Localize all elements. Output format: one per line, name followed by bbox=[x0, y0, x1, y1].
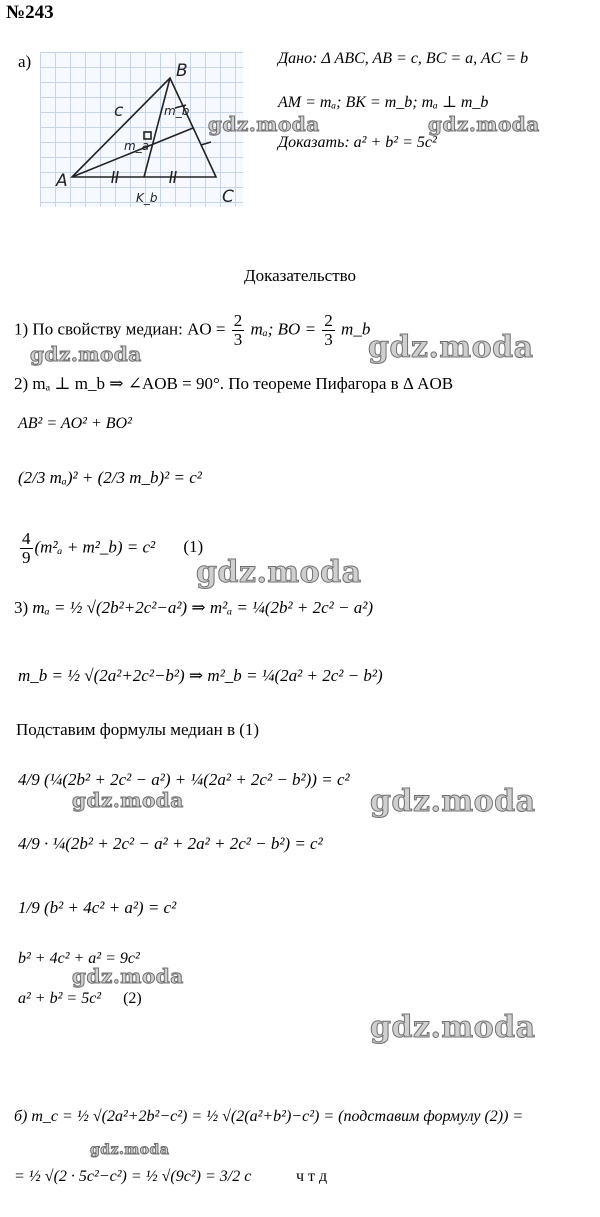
step-3-ma: 3) mₐ = ½ √(2b²+2c²−a²) ⇒ m²ₐ = ¼(2b² + 2c² − a²) bbox=[14, 598, 373, 617]
prove-line: Доказать: a² + b² = 5c² bbox=[278, 134, 437, 151]
right-angle-mark bbox=[144, 132, 151, 139]
part-a-label: а) bbox=[18, 52, 32, 71]
median-ma-formula: mₐ = ½ √(2b²+2c²−a²) ⇒ m²ₐ = ¼(2b² + 2c² − a²) bbox=[32, 598, 373, 617]
watermark: gdz.moda bbox=[30, 342, 142, 366]
watermark: gdz.moda bbox=[370, 784, 536, 819]
fraction: $\frac{2}{3}$ bbox=[233, 311, 243, 349]
fraction: $\frac{4}{9}$ bbox=[22, 529, 31, 567]
proof-heading: Доказательство bbox=[243, 266, 357, 285]
label-side-c: c bbox=[114, 101, 124, 121]
label-k: K_b bbox=[136, 191, 158, 205]
sub-line-5: a² + b² = 5c² (2) bbox=[18, 990, 142, 1007]
watermark: gdz.moda bbox=[196, 555, 362, 590]
watermark: gdz.moda bbox=[72, 964, 184, 988]
step-1-mid: mₐ; BO = bbox=[246, 319, 321, 339]
watermark: gdz.moda bbox=[368, 330, 534, 365]
equation-squares: (2/3 mₐ)² + (2/3 m_b)² = c² bbox=[18, 468, 202, 487]
label-a: A bbox=[56, 171, 68, 191]
label-b: B bbox=[176, 61, 188, 81]
median-mb-formula: m_b = ½ √(2a²+2c²−b²) ⇒ m²_b = ¼(2a² + 2c² − b²) bbox=[18, 666, 383, 685]
step-1-suffix: m_b bbox=[336, 319, 371, 339]
watermark: gdz.moda bbox=[90, 1142, 170, 1158]
median-bk bbox=[144, 78, 170, 177]
given-line-1: Дано: Δ ABC, AB = c, BC = a, AC = b bbox=[278, 50, 529, 67]
final-line: = ½ √(2 · 5c²−c²) = ½ √(9c²) = 3/2 c bbox=[14, 1168, 252, 1185]
sub-line-2: 4/9 · ¼(2b² + 2c² − a² + 2a² + 2c² − b²) = c² bbox=[18, 834, 323, 853]
triangle-abc bbox=[72, 78, 216, 177]
label-c: C bbox=[222, 187, 234, 207]
label-mb: m_b bbox=[164, 104, 190, 118]
sub-line-1: 4/9 (¼(2b² + 2c² − a²) + ¼(2a² + 2c² − b²)) = c² bbox=[18, 770, 350, 789]
watermark: gdz.moda bbox=[370, 1010, 536, 1045]
equation-ab: AB² = AO² + BO² bbox=[18, 415, 132, 432]
watermark: gdz.moda bbox=[428, 112, 540, 136]
given-line-2: AM = mₐ; BK = m_b; mₐ ⊥ m_b bbox=[278, 94, 489, 111]
equation-1-tag: (1) bbox=[183, 537, 204, 557]
label-ma: m_a bbox=[124, 139, 150, 153]
equation-1-body: (m²ₐ + m²_b) = c² bbox=[34, 537, 156, 557]
step-2: 2) mₐ ⊥ m_b ⇒ ∠AOB = 90°. По теореме Пифагора в Δ AOB bbox=[14, 374, 454, 393]
problem-number: №243 bbox=[6, 2, 54, 23]
watermark: gdz.moda bbox=[72, 788, 184, 812]
substitute-text: Подставим формулы медиан в (1) bbox=[16, 720, 260, 739]
qed: ч т д bbox=[296, 1168, 328, 1185]
equation-1 bbox=[18, 530, 203, 567]
sub-line-3: 1/9 (b² + 4c² + a²) = c² bbox=[18, 898, 177, 917]
fraction: $\frac{2}{3}$ bbox=[324, 311, 333, 349]
watermark: gdz.moda bbox=[208, 112, 320, 136]
part-b-line: б) m_c = ½ √(2a²+2b²−c²) = ½ √(2(a²+b²)−c²) = (подставим формулу (2)) = bbox=[14, 1108, 524, 1125]
step-1-prefix: 1) По свойству медиан: AO = bbox=[14, 319, 230, 339]
sub-line-4: b² + 4c² + a² = 9c² bbox=[18, 950, 140, 967]
